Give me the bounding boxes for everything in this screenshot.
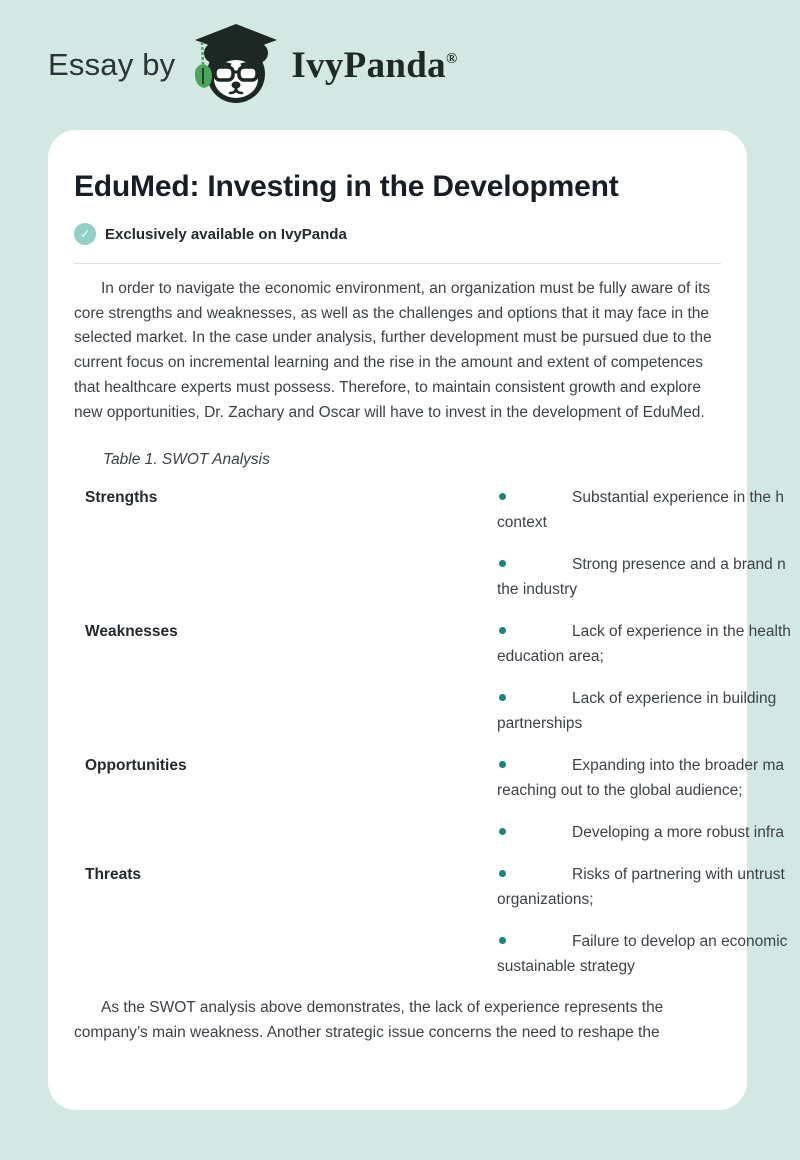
swot-value-weaknesses <box>497 619 800 753</box>
swot-row-threats <box>74 862 800 996</box>
swot-row-strengths <box>74 485 800 619</box>
bullet-line <box>497 485 800 510</box>
page-title: EduMed: Investing in the Development <box>74 170 619 203</box>
ivypanda-logo-icon <box>189 22 281 108</box>
bullet-line <box>497 929 800 954</box>
bullet-text: Substantial experience in the h <box>572 489 784 507</box>
bullet-icon <box>499 627 506 634</box>
bullet-text: Risks of partnering with untrust <box>572 866 785 884</box>
exclusive-badge-label: Exclusively available on IvyPanda <box>105 225 347 243</box>
swot-bullet-item <box>497 929 800 979</box>
bullet-line <box>497 552 800 577</box>
swot-value-threats <box>497 862 800 996</box>
essay-card <box>48 130 791 1110</box>
exclusive-badge <box>74 222 721 246</box>
swot-bullet-item <box>497 552 800 602</box>
divider <box>74 263 721 264</box>
registered-mark: ® <box>445 50 458 67</box>
bullet-text: Lack of experience in building <box>572 690 777 708</box>
bullet-icon <box>499 560 506 567</box>
swot-label-opportunities: Opportunities <box>85 757 187 775</box>
check-icon: ✓ <box>74 223 96 245</box>
swot-label-threats: Threats <box>85 866 141 884</box>
intro-paragraph: In order to navigate the economic environment, an organization must be fully aware of its core strengths and weaknesses, as well as the challenges and options that it may face in the selected market. In the case under analysis, further development must be pursued due to the current focus on incremental learning and the rise in the amount and extent of competences that healthcare experts must possess. Therefore, to maintain consistent growth and explore new opportunities, Dr. Zachary and Oscar will have to invest in the development of EduMed. <box>74 280 712 421</box>
bullet-line <box>497 862 800 887</box>
bullet-text-wrap: partnerships <box>497 715 583 733</box>
swot-bullet-item <box>497 619 800 669</box>
swot-value-opportunities <box>497 753 800 862</box>
bullet-text-wrap: reaching out to the global audience; <box>497 782 743 800</box>
bullet-icon <box>499 493 506 500</box>
bullet-icon <box>499 761 506 768</box>
brand-wordmark <box>291 44 457 87</box>
bullet-text: Developing a more robust infra <box>572 824 784 842</box>
outro-paragraph: As the SWOT analysis above demonstrates, the lack of experience represents the company’s main weakness. Another strategic issue concerns the need to reshape the <box>74 999 664 1041</box>
bullet-icon <box>499 870 506 877</box>
table-caption: Table 1. SWOT Analysis <box>103 451 270 469</box>
bullet-text-wrap: sustainable strategy <box>497 958 635 976</box>
swot-label-weaknesses: Weaknesses <box>85 623 178 641</box>
bullet-icon <box>499 694 506 701</box>
bullet-text-wrap: the industry <box>497 581 578 599</box>
bullet-line <box>497 820 800 845</box>
swot-bullet-item <box>497 485 800 535</box>
swot-bullet-item <box>497 820 800 845</box>
swot-row-weaknesses <box>74 619 800 753</box>
bullet-text-wrap: context <box>497 514 547 532</box>
swot-bullet-item <box>497 862 800 912</box>
bullet-icon <box>499 937 506 944</box>
swot-value-strengths <box>497 485 800 619</box>
bullet-text: Expanding into the broader ma <box>572 757 784 775</box>
bullet-text: Failure to develop an economic <box>572 933 788 951</box>
site-header <box>0 0 800 130</box>
bullet-line <box>497 686 800 711</box>
swot-table <box>74 485 800 996</box>
swot-bullet-item <box>497 753 800 803</box>
bullet-text-wrap: education area; <box>497 648 604 666</box>
swot-row-opportunities <box>74 753 800 862</box>
bullet-text: Strong presence and a brand n <box>572 556 786 574</box>
bullet-line <box>497 619 800 644</box>
brand-name: IvyPanda <box>291 44 446 86</box>
bullet-text-wrap: organizations; <box>497 891 594 909</box>
swot-label-strengths: Strengths <box>85 489 158 507</box>
swot-bullet-item <box>497 686 800 736</box>
essay-by-label: Essay by <box>48 47 176 82</box>
bullet-text: Lack of experience in the health <box>572 623 791 641</box>
bullet-line <box>497 753 800 778</box>
bullet-icon <box>499 828 506 835</box>
